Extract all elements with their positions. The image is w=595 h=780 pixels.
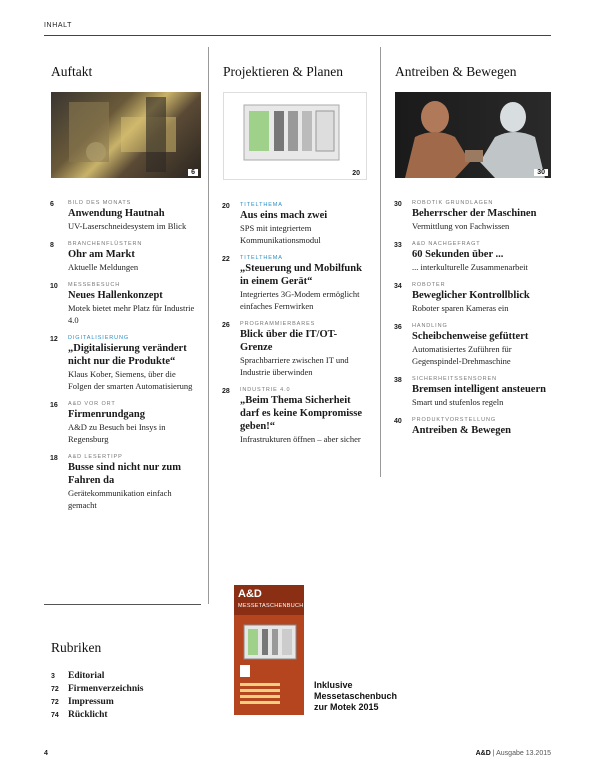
toc-title: „Beim Thema Sicherheit darf es keine Kompromisse geben!“	[240, 395, 363, 432]
toc-sub: Motek bietet mehr Platz für Industrie 4.0	[68, 303, 195, 325]
toc-title: „Digitalisierung verändert nicht nur die Produkte“	[68, 343, 187, 367]
toc-kicker: PROGRAMMIERBARES	[240, 321, 316, 327]
toc-title: Anwendung Hautnah	[68, 208, 165, 219]
toc-page: 10	[50, 283, 58, 290]
toc-title: Neues Hallenkonzept	[68, 290, 163, 301]
toc-item[interactable]	[388, 323, 551, 367]
column-antreiben	[388, 47, 551, 446]
column-title: Antreiben & Bewegen	[395, 64, 517, 79]
rubrik-page: 74	[51, 712, 59, 719]
toc-kicker: PRODUKTVORSTELLUNG	[412, 417, 497, 423]
caption-line: zur Motek 2015	[314, 702, 379, 712]
toc-sub: Klaus Kober, Siemens, über die Folgen der smarten Automatisierung	[68, 369, 193, 391]
toc-sub: UV-Laserschneidesystem im Blick	[68, 221, 187, 231]
rubrik-label: Impressum	[68, 697, 114, 707]
toc-item[interactable]	[44, 401, 201, 445]
toc-list	[388, 200, 551, 437]
column-auftakt	[44, 47, 201, 520]
toc-title: Beherrscher der Maschinen	[412, 208, 537, 219]
toc-title: Blick über die IT/OT-Grenze	[240, 329, 338, 353]
toc-page: 28	[222, 388, 230, 395]
book-logo: A&D	[238, 588, 262, 600]
toc-kicker: MESSEBESUCH	[68, 282, 121, 288]
toc-item[interactable]	[44, 200, 201, 232]
toc-sub: Aktuelle Meldungen	[68, 262, 139, 272]
toc-page: 38	[394, 377, 402, 384]
toc-sub: A&D zu Besuch bei Insys in Regensburg	[68, 422, 166, 444]
toc-page: 8	[50, 242, 54, 249]
rubrik-item[interactable]	[44, 670, 201, 683]
caption-line: Messetaschenbuch	[314, 691, 398, 701]
toc-page: 34	[394, 283, 402, 290]
toc-sub: Gerätekommunikation einfach gemacht	[68, 488, 172, 510]
toc-title: Aus eins mach zwei	[240, 210, 328, 221]
rubrik-item[interactable]	[44, 709, 201, 722]
footer-issue: A&D | Ausgabe 13.2015	[475, 750, 551, 757]
image-page-badge: 20	[349, 170, 363, 177]
toc-title: Beweglicher Kontrollblick	[412, 290, 530, 301]
header-rule	[44, 35, 551, 36]
toc-kicker: ROBOTIK GRUNDLAGEN	[412, 200, 494, 206]
toc-page: 30	[394, 201, 402, 208]
plc-photo	[223, 92, 367, 180]
toc-page: 20	[222, 203, 230, 210]
toc-item[interactable]	[388, 241, 551, 273]
toc-title: 60 Sekunden über ...	[412, 249, 504, 260]
toc-kicker: BILD DES MONATS	[68, 200, 132, 206]
rubrik-label: Firmenverzeichnis	[68, 684, 144, 694]
toc-page: 33	[394, 242, 402, 249]
toc-kicker: TITELTHEMA	[240, 202, 283, 208]
column-divider	[380, 47, 381, 477]
toc-item[interactable]	[216, 387, 367, 445]
rubrik-item[interactable]	[44, 683, 201, 696]
toc-sub: Automatisiertes Zuführen für Gegenspindel-Drehmaschine	[412, 344, 512, 366]
column-divider	[208, 47, 209, 604]
rubrik-page: 72	[51, 686, 59, 693]
toc-page: 26	[222, 322, 230, 329]
toc-kicker: ROBOTER	[412, 282, 446, 288]
toc-kicker: A&D LESERTIPP	[68, 454, 123, 460]
rubrik-page: 72	[51, 699, 59, 706]
plc-device-icon	[224, 93, 367, 179]
toc-item[interactable]	[44, 241, 201, 273]
toc-sub: Integriertes 3G-Modem ermöglicht einfaches Fernwirken	[240, 289, 360, 311]
rubrik-item[interactable]	[44, 696, 201, 709]
rubrik-label: Editorial	[68, 671, 105, 681]
rubrik-page: 3	[51, 673, 55, 680]
image-page-badge: 30	[534, 169, 548, 176]
toc-title: Busse sind nicht nur zum Fahren da	[68, 462, 182, 486]
toc-kicker: BRANCHENFLÜSTERN	[68, 241, 143, 247]
toc-page: 6	[50, 201, 54, 208]
toc-item[interactable]	[216, 321, 367, 378]
toc-kicker: INDUSTRIE 4.0	[240, 387, 291, 393]
toc-item[interactable]	[388, 282, 551, 314]
image-page-badge: 6	[188, 169, 198, 176]
toc-item[interactable]	[216, 202, 367, 246]
messetaschenbuch-cover	[234, 585, 304, 715]
toc-list	[216, 202, 367, 445]
page-number: 4	[44, 750, 48, 757]
toc-sub: Sprachbarriere zwischen IT und Industrie überwinden	[240, 355, 349, 377]
toc-page: 16	[50, 402, 58, 409]
rubriken-section	[44, 604, 201, 722]
toc-kicker: A&D NACHGEFRAGT	[412, 241, 481, 247]
toc-kicker: SICHERHEITSSENSOREN	[412, 376, 497, 382]
toc-sub: Roboter sparen Kameras ein	[412, 303, 509, 313]
toc-item[interactable]	[388, 417, 551, 437]
toc-title: „Steuerung und Mobilfunk in einem Gerät“	[240, 263, 362, 287]
toc-kicker: DIGITALISIERUNG	[68, 335, 130, 341]
toc-list	[44, 200, 201, 511]
column-projektieren	[216, 47, 367, 454]
toc-item[interactable]	[44, 282, 201, 326]
footer-brand: A&D	[475, 750, 491, 757]
column-title: Auftakt	[51, 64, 93, 79]
robot-photo	[395, 92, 551, 178]
toc-item[interactable]	[44, 335, 201, 392]
toc-page: 40	[394, 418, 402, 425]
column-title: Projektieren & Planen	[223, 64, 343, 79]
toc-item[interactable]	[44, 454, 201, 511]
toc-page: 22	[222, 256, 230, 263]
arm-wrestling-icon	[395, 92, 551, 178]
toc-title: Scheibchenweise gefüttert	[412, 331, 529, 342]
toc-sub: ... interkulturelle Zusammenarbeit	[412, 262, 528, 272]
book-label: MESSETASCHENBUCH	[238, 603, 304, 609]
toc-page: 12	[50, 336, 58, 343]
book-device-icon	[234, 615, 304, 715]
toc-kicker: TITELTHEMA	[240, 255, 283, 261]
toc-title: Firmenrundgang	[68, 409, 146, 420]
toc-page: 18	[50, 455, 58, 462]
footer-issue-text: Ausgabe 13.2015	[496, 750, 551, 757]
rubriken-title: Rubriken	[51, 640, 102, 655]
book-caption	[314, 680, 397, 713]
machine-photo	[51, 92, 201, 178]
caption-line: Inklusive	[314, 680, 353, 690]
toc-kicker: A&D VOR ORT	[68, 401, 116, 407]
toc-title: Ohr am Markt	[68, 249, 135, 260]
section-header: INHALT	[44, 22, 72, 29]
toc-page: 36	[394, 324, 402, 331]
toc-title: Antreiben & Bewegen	[412, 425, 511, 436]
toc-title: Bremsen intelligent ansteuern	[412, 384, 546, 395]
toc-sub: Smart und stufenlos regeln	[412, 397, 504, 407]
toc-kicker: HANDLING	[412, 323, 448, 329]
toc-sub: Vermittlung von Fachwissen	[412, 221, 510, 231]
toc-sub: SPS mit integriertem Kommunikationsmodul	[240, 223, 321, 245]
toc-sub: Infrastrukturen öffnen – aber sicher	[240, 434, 361, 444]
rubrik-label: Rücklicht	[68, 710, 108, 720]
toc-item[interactable]	[388, 376, 551, 408]
toc-item[interactable]	[388, 200, 551, 232]
toc-item[interactable]	[216, 255, 367, 312]
